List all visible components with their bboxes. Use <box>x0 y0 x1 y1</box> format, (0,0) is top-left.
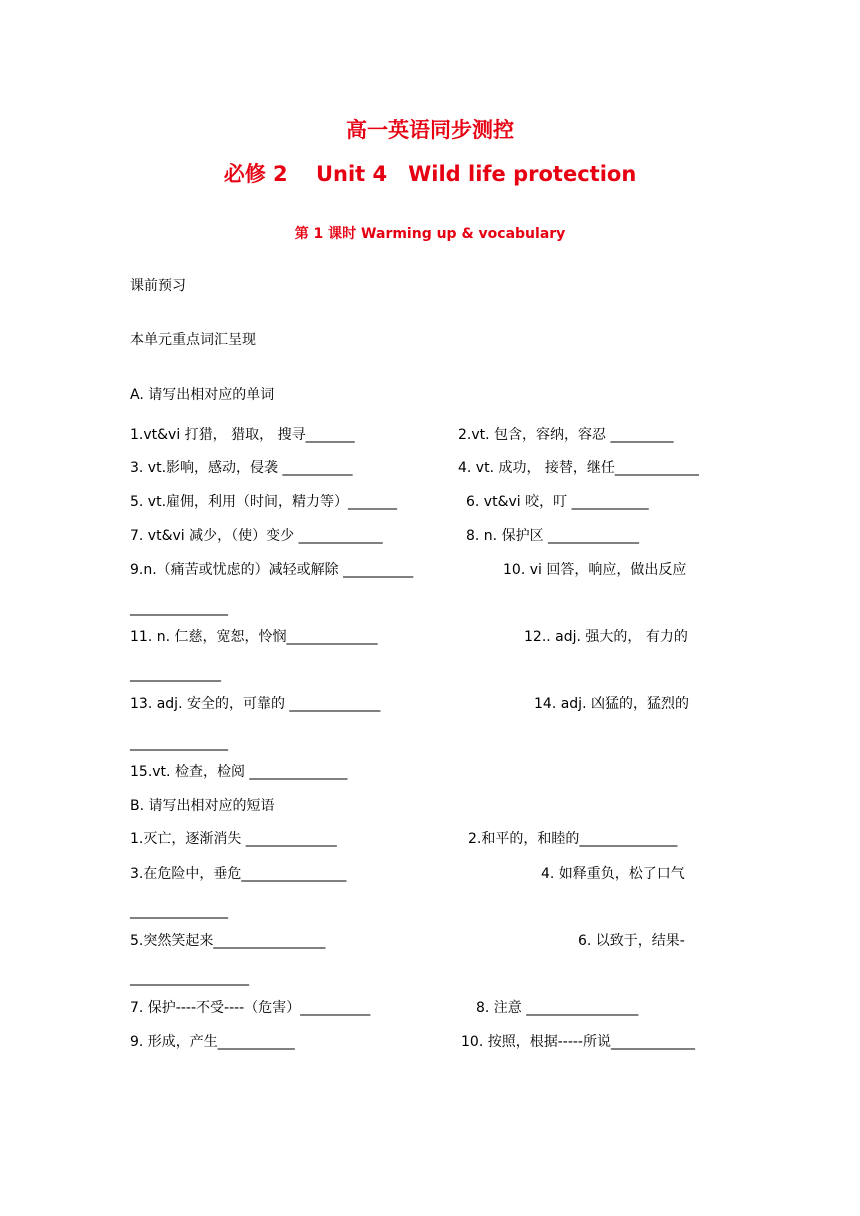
vocab-item-10-blank: ______________ <box>130 600 228 616</box>
phrase-item-6-blank: _________________ <box>130 970 249 986</box>
vocab-item-12: 12.. adj. 强大的， 有力的 <box>524 629 688 645</box>
vocab-item-2: 2.vt. 包含，容纳，容忍 _________ <box>458 427 674 443</box>
vocab-item-8: 8. n. 保护区 _____________ <box>466 528 640 544</box>
document-title: 高一英语同步测控 <box>346 118 514 142</box>
vocab-item-4: 4. vt. 成功， 接替，继任____________ <box>458 460 699 476</box>
vocab-item-1: 1.vt&vi 打猎， 猎取， 搜寻_______ <box>130 427 355 443</box>
vocab-item-15: 15.vt. 检查，检阅 ______________ <box>130 764 348 780</box>
vocab-item-6: 6. vt&vi 咬，叮 ___________ <box>466 494 649 510</box>
intro-label: 本单元重点词汇呈现 <box>130 332 256 348</box>
vocab-item-11: 11. n. 仁慈，宽恕，怜悯_____________ <box>130 629 378 645</box>
phrase-item-10: 10. 按照，根据-----所说____________ <box>461 1034 695 1050</box>
phrase-item-8: 8. 注意 ________________ <box>476 1000 639 1016</box>
vocab-item-5: 5. vt.雇佣，利用（时间，精力等）_______ <box>130 494 398 510</box>
phrase-item-9: 9. 形成，产生___________ <box>130 1034 295 1050</box>
phrase-item-4: 4. 如释重负，松了口气 <box>541 866 685 882</box>
section-b-heading: B. 请写出相对应的短语 <box>130 798 275 814</box>
phrase-item-7: 7. 保护----不受----（危害）__________ <box>130 1000 371 1016</box>
vocab-item-14-blank: ______________ <box>130 735 228 751</box>
vocab-item-12-blank: _____________ <box>130 666 221 682</box>
vocab-item-14: 14. adj. 凶猛的，猛烈的 <box>534 696 689 712</box>
phrase-item-3: 3.在危险中，垂危_______________ <box>130 866 347 882</box>
phrase-item-4-blank: ______________ <box>130 903 228 919</box>
vocab-item-9: 9.n.（痛苦或忧虑的）减轻或解除 __________ <box>130 562 414 578</box>
phrase-item-1: 1.灭亡，逐渐消失 _____________ <box>130 831 337 847</box>
phrase-item-6: 6. 以致于，结果- <box>578 933 685 949</box>
lesson-title: 第 1 课时 Warming up & vocabulary <box>294 226 566 242</box>
phrase-item-5: 5.突然笑起来________________ <box>130 933 326 949</box>
vocab-item-3: 3. vt.影响，感动，侵袭 __________ <box>130 460 353 476</box>
unit-title: 必修 2 Unit 4 Wild life protection <box>223 162 637 186</box>
phrase-item-2: 2.和平的，和睦的______________ <box>468 831 678 847</box>
vocab-item-10: 10. vi 回答，响应，做出反应 <box>503 562 687 578</box>
vocab-item-7: 7. vt&vi 减少，（使）变少 ____________ <box>130 528 383 544</box>
preview-label: 课前预习 <box>130 278 186 294</box>
section-a-heading: A. 请写出相对应的单词 <box>130 387 275 403</box>
vocab-item-13: 13. adj. 安全的，可靠的 _____________ <box>130 696 381 712</box>
